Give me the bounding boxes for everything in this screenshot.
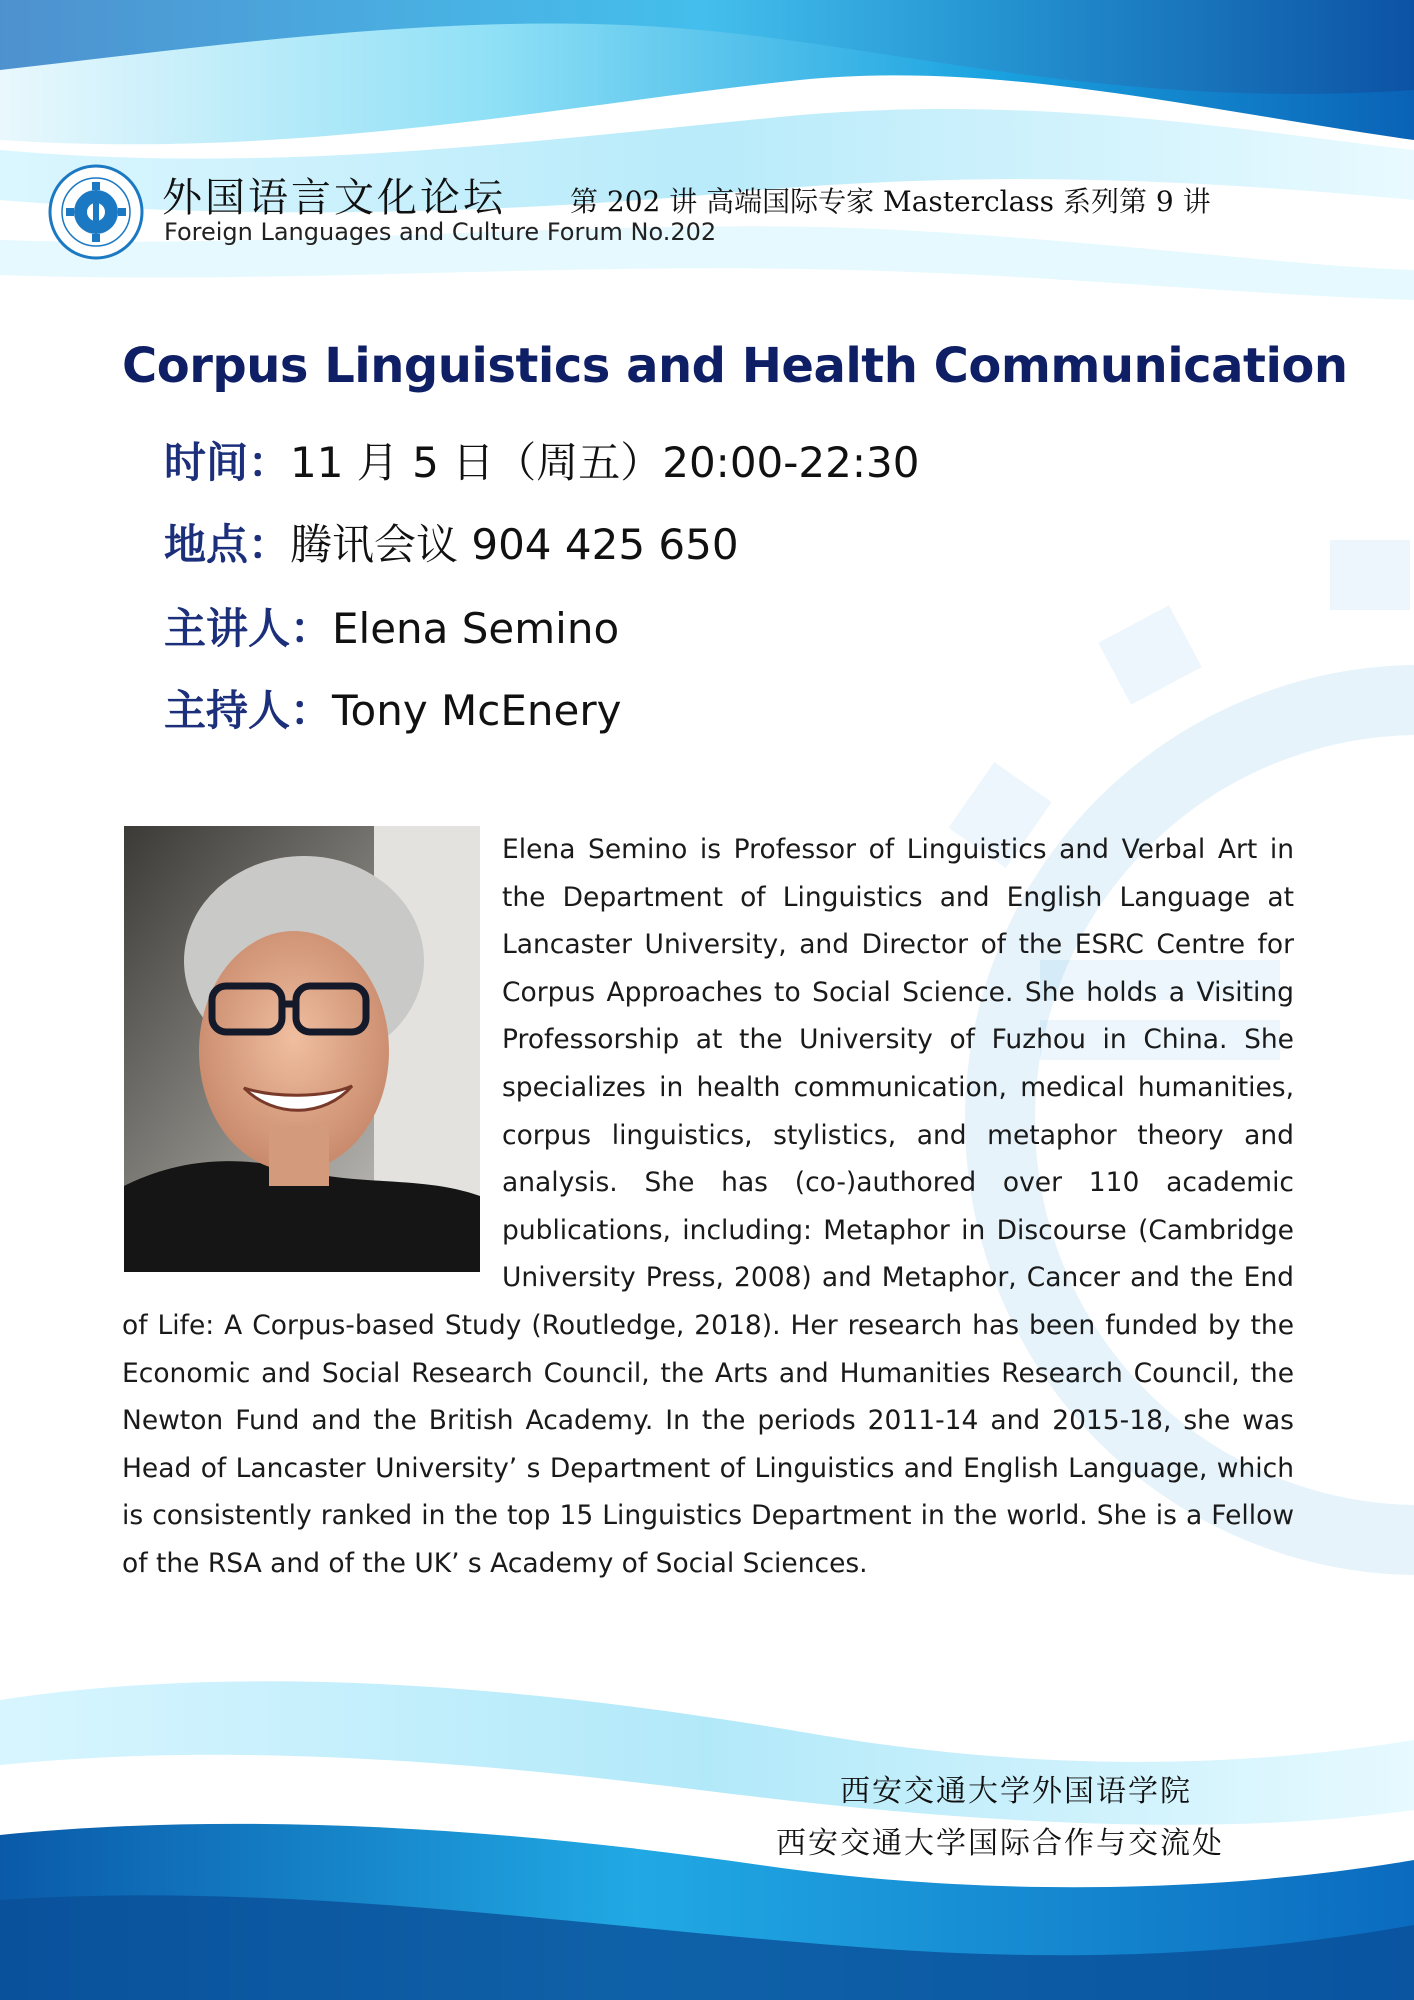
forum-title-en: Foreign Languages and Culture Forum No.202 bbox=[164, 218, 717, 246]
institution-1: 西安交通大学外国语学院 bbox=[840, 1774, 1192, 1809]
speaker-bio bbox=[122, 826, 1294, 1588]
speaker-label: 主讲人： bbox=[164, 604, 333, 653]
host-label: 主持人： bbox=[164, 686, 333, 735]
time-row bbox=[164, 430, 919, 490]
time-value: 11 月 5 日（周五）20:00-22:30 bbox=[290, 438, 920, 487]
lecture-info: 第 202 讲 高端国际专家 Masterclass 系列第 9 讲 bbox=[570, 185, 1211, 218]
lecture-title: Corpus Linguistics and Health Communication bbox=[122, 338, 1348, 394]
place-value: 腾讯会议 904 425 650 bbox=[290, 520, 739, 569]
institution-2: 西安交通大学国际合作与交流处 bbox=[776, 1826, 1224, 1861]
place-row bbox=[164, 512, 739, 572]
bio-text: Elena Semino is Professor of Linguistics and Verbal Art in the Department of Linguistics and English Language at Lancaster University, and Director of the ESRC Centre for Corpus Approaches to Social Science. She holds a Visiting Professorship at the University of Fuzhou in China. She specializes in health communication, medical humanities, corpus linguistics, stylistics, and metaphor theory and analysis. She has (co-)authored over 110 academic publications, including: Metaphor in Discourse (Cambridge University Press, 2008) and Metaphor, Cancer and the End of Life: A Corpus-based Study (Routledge, 2018). Her research has been funded by the Economic and Social Research Council, the Arts and Humanities Research Council, the Newton Fund and the British Academy. In the periods 2011-14 and 2015-18, she was Head of Lancaster University’ s Department of Linguistics and English Language, which is consistently ranked in the top 15 Linguistics Department in the world. She is a Fellow of the RSA and of the UK’ s Academy of Social Sciences. bbox=[122, 834, 1294, 1579]
host-value: Tony McEnery bbox=[332, 686, 622, 735]
speaker-value: Elena Semino bbox=[332, 604, 620, 653]
forum-title-cn: 外国语言文化论坛 bbox=[162, 175, 506, 221]
photo-spacer bbox=[122, 826, 502, 1270]
place-label: 地点： bbox=[164, 520, 291, 569]
university-logo-icon bbox=[48, 164, 144, 260]
speaker-row bbox=[164, 596, 619, 656]
host-row bbox=[164, 678, 622, 738]
time-label: 时间： bbox=[164, 438, 291, 487]
